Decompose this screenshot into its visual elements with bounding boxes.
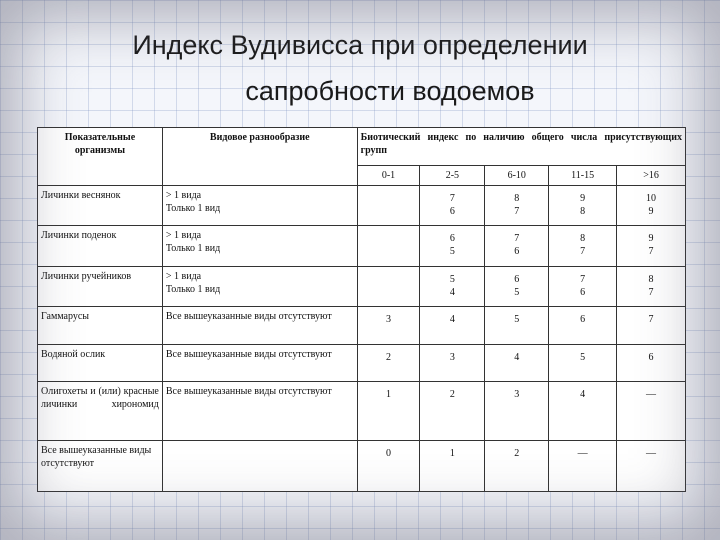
organism-cell: Личинки поденок	[38, 226, 163, 267]
index-value-cell: 6 5	[485, 266, 549, 307]
index-value-cell: 2	[420, 382, 485, 441]
header-biotic-index: Биотический индекс по наличию общего числа присутствующих групп	[357, 128, 685, 166]
index-value-cell: 6 5	[420, 226, 485, 267]
diversity-cell: > 1 вида Только 1 вид	[162, 185, 357, 226]
index-value-cell: 1	[357, 382, 420, 441]
index-value-cell: 4	[549, 382, 617, 441]
index-value-cell: 4	[420, 307, 485, 345]
group-header: 11-15	[549, 165, 617, 185]
organism-cell: Олигохеты и (или) красные личинки хирономид	[38, 382, 163, 441]
diversity-cell: > 1 вида Только 1 вид	[162, 266, 357, 307]
index-value-cell	[357, 226, 420, 267]
table-row	[38, 226, 686, 267]
diversity-cell	[162, 441, 357, 492]
diversity-cell: Все вышеуказанные виды отсутствуют	[162, 344, 357, 382]
index-value-cell: 10 9	[617, 185, 686, 226]
index-value-cell: 0	[357, 441, 420, 492]
index-value-cell: 5	[485, 307, 549, 345]
index-value-cell: 9 7	[617, 226, 686, 267]
index-value-cell	[357, 266, 420, 307]
index-value-cell: 8 7	[485, 185, 549, 226]
index-value-cell: 2	[485, 441, 549, 492]
title-line-1: Индекс Вудивисса при определении	[132, 30, 588, 60]
index-value-cell: 5 4	[420, 266, 485, 307]
index-value-cell: 9 8	[549, 185, 617, 226]
header-indicator: Показательные организмы	[38, 128, 163, 186]
index-value-cell: 8 7	[617, 266, 686, 307]
table-row	[38, 185, 686, 226]
index-value-cell: —	[549, 441, 617, 492]
index-value-cell: 3	[420, 344, 485, 382]
organism-cell: Все вышеуказанные виды отсутствуют	[38, 441, 163, 492]
index-value-cell: 4	[485, 344, 549, 382]
group-header: 6-10	[485, 165, 549, 185]
index-value-cell: 8 7	[549, 226, 617, 267]
woodiwiss-table	[37, 127, 686, 492]
table-row	[38, 441, 686, 492]
table-row	[38, 344, 686, 382]
organism-cell: Личинки веснянок	[38, 185, 163, 226]
organism-cell: Личинки ручейников	[38, 266, 163, 307]
index-value-cell: 3	[357, 307, 420, 345]
header-diversity: Видовое разнообразие	[162, 128, 357, 186]
table-row	[38, 382, 686, 441]
index-value-cell: 6	[617, 344, 686, 382]
table-row	[38, 307, 686, 345]
organism-cell: Гаммарусы	[38, 307, 163, 345]
index-value-cell: 7 6	[549, 266, 617, 307]
table-row	[38, 266, 686, 307]
index-value-cell: 7 6	[485, 226, 549, 267]
index-value-cell: 7 6	[420, 185, 485, 226]
index-value-cell: 3	[485, 382, 549, 441]
group-header: 0-1	[357, 165, 420, 185]
diversity-cell: Все вышеуказанные виды отсутствуют	[162, 307, 357, 345]
index-value-cell: —	[617, 382, 686, 441]
index-value-cell: 1	[420, 441, 485, 492]
title-line-2: сапробности водоемов	[245, 76, 535, 106]
group-header: 2-5	[420, 165, 485, 185]
group-header: >16	[617, 165, 686, 185]
index-value-cell: 6	[549, 307, 617, 345]
index-value-cell: 2	[357, 344, 420, 382]
index-value-cell: 5	[549, 344, 617, 382]
index-value-cell: 7	[617, 307, 686, 345]
index-value-cell	[357, 185, 420, 226]
organism-cell: Водяной ослик	[38, 344, 163, 382]
diversity-cell: > 1 вида Только 1 вид	[162, 226, 357, 267]
diversity-cell: Все вышеуказанные виды отсутствуют	[162, 382, 357, 441]
index-value-cell: —	[617, 441, 686, 492]
